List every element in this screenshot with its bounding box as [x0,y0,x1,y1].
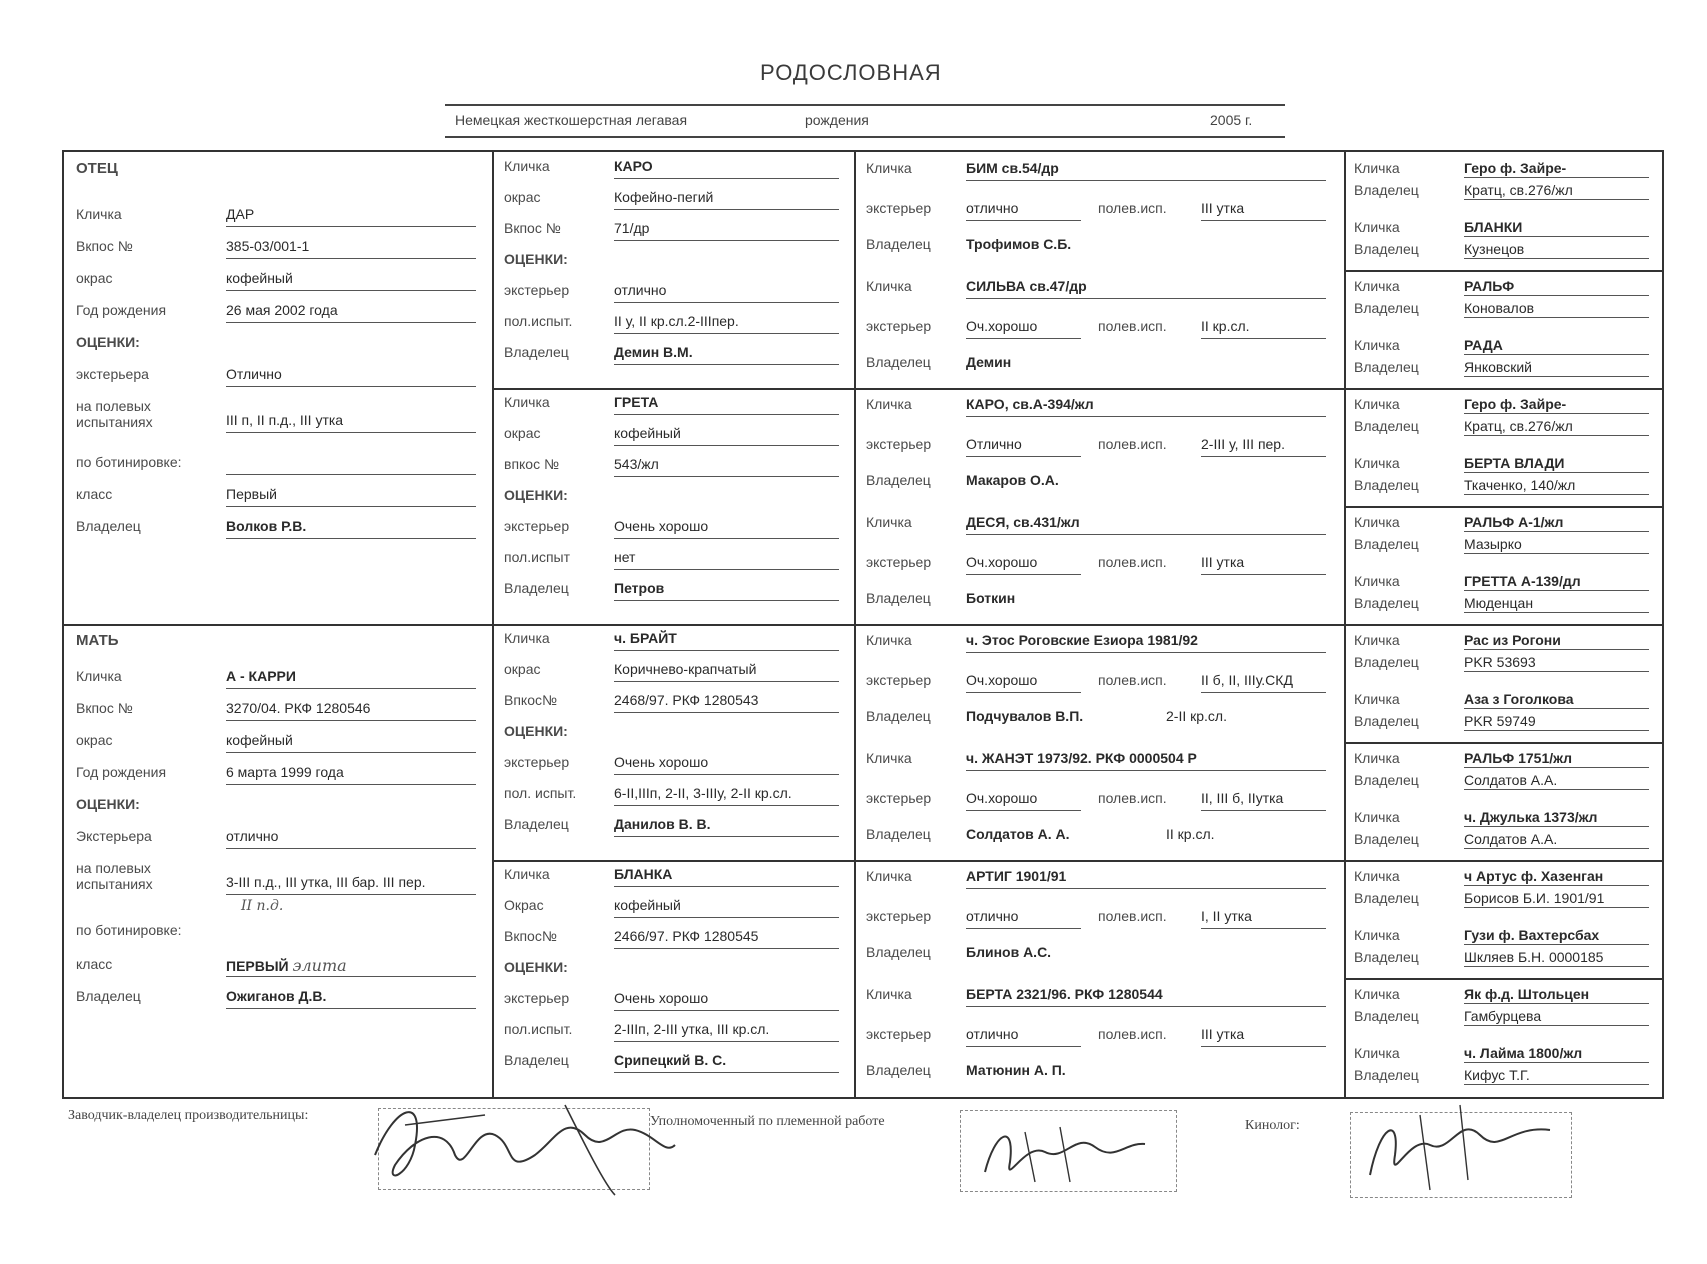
ggp-name: БЕРТА 2321/96. РКФ 1280544 [966,986,1326,1007]
label: полев.исп. [1098,436,1167,452]
father-color: кофейный [226,270,476,291]
ancestor-name: Рас из Рогони [1464,632,1649,650]
label: Владелец [866,354,931,370]
label: впкос № [504,456,559,472]
ancestor-name: РАЛЬФ 1751/жл [1464,750,1649,768]
ancestor-name: РАЛЬФ [1464,278,1649,296]
ancestor-owner: Гамбурцева [1464,1008,1649,1026]
label: Кличка [866,514,912,530]
label: по ботинировке: [76,922,182,938]
ggp-name: СИЛЬВА св.47/др [966,278,1326,299]
label: Кличка [1354,809,1400,825]
ggp-exterior: Оч.хорошо [966,790,1081,811]
label: пол.испыт. [504,1021,573,1037]
grandparent-cell [504,152,844,388]
ggp-owner: Макаров О.А. [966,472,1059,488]
label: Кличка [1354,691,1400,707]
ancestor-name: ч Артус ф. Хазенган [1464,868,1649,886]
mother-class-handwritten: элита [292,956,347,975]
ancestor-name: Як ф.д. Штольцен [1464,986,1649,1004]
ggp-owner: Трофимов С.Б. [966,236,1072,252]
label: на полевых испытаниях [76,398,153,430]
ancestor-cell [1354,565,1654,624]
ancestor-owner: Ткаченко, 140/жл [1464,477,1649,495]
ggp-exterior: отлично [966,200,1081,221]
ggp-owner-extra: II кр.сл. [1166,826,1215,842]
label: экстерьер [504,518,570,534]
label: Вкпос № [504,220,561,236]
father-vkpos: 385-03/001-1 [226,238,476,259]
mother-cell [76,624,480,1097]
ggp-field: III утка [1201,1026,1326,1047]
label: Кличка [76,668,122,684]
ggp-name: ДЕСЯ, св.431/жл [966,514,1326,535]
label: Владелец [866,1062,931,1078]
ancestor-name: РАДА [1464,337,1649,355]
label: окрас [76,270,113,286]
grandparent-pol: нет [614,549,839,570]
ancestor-name: БЛАНКИ [1464,219,1649,237]
label: Владелец [504,816,569,832]
ancestor-owner: Коновалов [1464,300,1649,318]
grandparent-color: Коричнево-крапчатый [614,661,839,682]
label: ОЦЕНКИ: [504,487,568,503]
label: полев.исп. [1098,908,1167,924]
label: полев.исп. [1098,200,1167,216]
label: Владелец [504,580,569,596]
label: полев.исп. [1098,1026,1167,1042]
grandparent-vk: 71/др [614,220,839,241]
grandparent-color: кофейный [614,897,839,918]
birth-year: 2005 г. [1210,112,1253,128]
label: экстерьер [866,908,932,924]
ggp-owner: Матюнин А. П. [966,1062,1066,1078]
ggp-field: II кр.сл. [1201,318,1326,339]
ancestor-owner: PKR 53693 [1464,654,1649,672]
ggp-exterior: Отлично [966,436,1081,457]
label: Владелец [866,472,931,488]
grandparent-pol: II у, II кр.сл.2-IIIпер. [614,313,839,334]
label: окрас [504,425,541,441]
label: Владелец [866,708,931,724]
ancestor-name: Геро ф. Зайре- [1464,160,1649,178]
label: на полевых испытаниях [76,860,153,892]
label: Кличка [866,750,912,766]
label: Кличка [504,866,550,882]
ggp-field: II б, II, IIIу.СКД [1201,672,1326,693]
label: Кличка [1354,573,1400,589]
ggp-owner-extra: 2-II кр.сл. [1166,708,1227,724]
ancestor-cell [1354,152,1654,211]
document-title: РОДОСЛОВНАЯ [760,60,942,85]
label: Кличка [1354,337,1400,353]
great-grandparent-cell [866,388,1336,506]
ggp-exterior: Оч.хорошо [966,318,1081,339]
ancestor-cell [1354,270,1654,329]
label: Владелец [504,1052,569,1068]
father-field: III п, II п.д., III утка [226,412,476,433]
grandparent-cell [504,388,844,624]
ggp-field: II, III б, IIутка [1201,790,1326,811]
label: Владелец [1354,359,1419,375]
mother-name: А - КАРРИ [226,668,476,689]
grandparent-owner: Демин В.М. [614,344,839,365]
great-grandparent-cell [866,152,1336,270]
label: Кличка [866,868,912,884]
father-class: Первый [226,486,476,507]
father-cell [76,152,480,624]
breeder-label: Заводчик-владелец производительницы: [68,1108,309,1123]
ggp-exterior: отлично [966,1026,1081,1047]
label: Владелец [1354,713,1419,729]
grandparent-name: ч. БРАЙТ [614,630,839,651]
ggp-exterior: отлично [966,908,1081,929]
ancestor-owner: Кратц, св.276/жл [1464,418,1649,436]
ancestor-owner: Шкляев Б.Н. 0000185 [1464,949,1649,967]
label: Владелец [1354,949,1419,965]
label: ОЦЕНКИ: [504,959,568,975]
ancestor-cell [1354,624,1654,683]
label: Кличка [1354,868,1400,884]
ggp-field: III утка [1201,554,1326,575]
label: класс [76,956,113,972]
label: экстерьер [866,672,932,688]
ancestor-name: ГРЕТТА А-139/дл [1464,573,1649,591]
ancestor-owner: Янковский [1464,359,1649,377]
label: Кличка [1354,927,1400,943]
label: Вкпос№ [504,928,557,944]
ancestor-name: РАЛЬФ А-1/жл [1464,514,1649,532]
label: Владелец [1354,772,1419,788]
label: Владелец [1354,890,1419,906]
mother-owner: Ожиганов Д.В. [226,988,476,1009]
grandparent-name: ГРЕТА [614,394,839,415]
label: экстерьера [76,366,149,382]
ancestor-owner: Солдатов А.А. [1464,772,1649,790]
label: Кличка [1354,455,1400,471]
label: Кличка [1354,396,1400,412]
label: Кличка [504,630,550,646]
ancestor-cell [1354,388,1654,447]
label: пол.испыт [504,549,570,565]
label: Кличка [866,632,912,648]
father-birth: 26 мая 2002 года [226,302,476,323]
authorized-label: Уполномоченный по племенной работе [650,1114,885,1129]
label: Владелец [1354,300,1419,316]
label: ОЦЕНКИ: [504,251,568,267]
label: Кличка [866,278,912,294]
ancestor-cell [1354,919,1654,978]
kinolog-signature [1350,1095,1570,1205]
great-grandparent-cell [866,978,1336,1096]
ggp-name: БИМ св.54/др [966,160,1326,181]
label: экстерьер [504,990,570,1006]
grandparent-owner: Срипецкий В. С. [614,1052,839,1073]
mother-birth: 6 марта 1999 года [226,764,476,785]
label: экстерьер [866,790,932,806]
grandparent-owner: Петров [614,580,839,601]
great-grandparent-cell [866,860,1336,978]
label: полев.исп. [1098,318,1167,334]
label: Владелец [1354,182,1419,198]
mother-class [226,956,476,977]
label: экстерьер [866,436,932,452]
label: экстерьер [866,318,932,334]
label: Владелец [1354,595,1419,611]
ggp-name: КАРО, св.А-394/жл [966,396,1326,417]
ggp-field: 2-III у, III пер. [1201,436,1326,457]
ancestor-owner: Кратц, св.276/жл [1464,182,1649,200]
label: Кличка [1354,986,1400,1002]
label: Владелец [866,826,931,842]
grandparent-ext: Очень хорошо [614,518,839,539]
mother-field-handwritten: II п.д. [241,898,284,914]
ancestor-owner: PKR 59749 [1464,713,1649,731]
ancestor-cell [1354,329,1654,388]
label: полев.исп. [1098,790,1167,806]
mother-class-value: ПЕРВЫЙ [226,958,289,974]
ggp-owner: Блинов А.С. [966,944,1052,960]
label: Владелец [866,236,931,252]
label: ОЦЕНКИ: [504,723,568,739]
grandparent-vk: 2466/97. РКФ 1280545 [614,928,839,949]
ancestor-name: БЕРТА ВЛАДИ [1464,455,1649,473]
label: Владелец [1354,1008,1419,1024]
label: Кличка [504,158,550,174]
ancestor-name: ч. Джулька 1373/жл [1464,809,1649,827]
breed-name: Немецкая жесткошерстная легавая [455,112,688,128]
label: Владелец [1354,831,1419,847]
ancestor-owner: Мюденцан [1464,595,1649,613]
label: окрас [504,661,541,677]
great-grandparent-cell [866,742,1336,860]
father-name: ДАР [226,206,476,227]
label: экстерьер [504,282,570,298]
label: полев.исп. [1098,554,1167,570]
label: экстерьер [866,1026,932,1042]
label: Владелец [76,988,141,1004]
birth-label: рождения [805,112,869,128]
ancestor-name: Аза з Гоголкова [1464,691,1649,709]
ancestor-cell [1354,683,1654,742]
pedigree-table [62,150,1664,1099]
ggp-name: ч. ЖАНЭТ 1973/92. РКФ 0000504 Р [966,750,1326,771]
grandparent-cell [504,624,844,860]
kinolog-label: Кинолог: [1245,1118,1300,1133]
label: Кличка [1354,632,1400,648]
label: окрас [504,189,541,205]
label: Вкпос № [76,700,133,716]
ancestor-cell [1354,447,1654,506]
mother-ocenki: ОЦЕНКИ: [76,796,140,812]
ggp-field: III утка [1201,200,1326,221]
label: Кличка [866,986,912,1002]
label: класс [76,486,113,502]
label: Окрас [504,897,544,913]
label: экстерьер [866,554,932,570]
label: окрас [76,732,113,748]
ancestor-cell [1354,801,1654,860]
label: Кличка [1354,1045,1400,1061]
ancestor-name: Геро ф. Зайре- [1464,396,1649,414]
great-grandparent-cell [866,506,1336,624]
label: по ботинировке: [76,454,182,470]
mother-exterior: отлично [226,828,476,849]
ancestor-owner: Борисов Б.И. 1901/91 [1464,890,1649,908]
label: Владелец [866,944,931,960]
label: Вкпос № [76,238,133,254]
mother-field: 3-III п.д., III утка, III бар. III пер. [226,874,476,895]
label: Кличка [1354,514,1400,530]
grandparent-owner: Данилов В. В. [614,816,839,837]
label: пол. испыт. [504,785,577,801]
label: Кличка [1354,219,1400,235]
grandparent-color: кофейный [614,425,839,446]
ancestor-name: Гузи ф. Вахтерсбах [1464,927,1649,945]
ancestor-cell [1354,860,1654,919]
label: Владелец [1354,477,1419,493]
ggp-name: АРТИГ 1901/91 [966,868,1326,889]
label: Год рождения [76,764,167,780]
label: Владелец [866,590,931,606]
ancestor-owner: Мазырко [1464,536,1649,554]
grandparent-vk: 543/жл [614,456,839,477]
mother-vkpos: 3270/04. РКФ 1280546 [226,700,476,721]
grandparent-pol: 6-II,IIIп, 2-II, 3-IIIу, 2-II кр.сл. [614,785,839,806]
label: Владелец [1354,654,1419,670]
label: пол.испыт. [504,313,573,329]
label: экстерьер [504,754,570,770]
ggp-field: I, II утка [1201,908,1326,929]
grandparent-pol: 2-IIIп, 2-III утка, III кр.сл. [614,1021,839,1042]
ggp-owner: Подчувалов В.П. [966,708,1084,724]
ancestor-cell [1354,742,1654,801]
label: Экстерьера [76,828,152,844]
ancestor-owner: Кузнецов [1464,241,1649,259]
father-header: ОТЕЦ [76,160,118,177]
ggp-owner: Боткин [966,590,1016,606]
label: Кличка [504,394,550,410]
label: Впкос№ [504,692,558,708]
ancestor-cell [1354,211,1654,270]
ancestor-name: ч. Лайма 1800/жл [1464,1045,1649,1063]
ancestor-cell [1354,1037,1654,1096]
ancestor-cell [1354,506,1654,565]
grandparent-name: БЛАНКА [614,866,839,887]
label: Кличка [1354,160,1400,176]
grandparent-cell [504,860,844,1096]
ancestor-owner: Солдатов А.А. [1464,831,1649,849]
label: Владелец [76,518,141,534]
breed-line [445,104,1285,138]
label: Кличка [1354,750,1400,766]
father-exterior: Отлично [226,366,476,387]
ggp-exterior: Оч.хорошо [966,554,1081,575]
ggp-name: ч. Этос Роговские Езиора 1981/92 [966,632,1326,653]
mother-color: кофейный [226,732,476,753]
label: экстерьер [866,200,932,216]
grandparent-ext: Очень хорошо [614,990,839,1011]
label: Кличка [866,160,912,176]
label: Кличка [76,206,122,222]
grandparent-name: КАРО [614,158,839,179]
father-botin [226,454,476,475]
great-grandparent-cell [866,624,1336,742]
ggp-owner: Солдатов А. А. [966,826,1070,842]
authorized-signature [965,1112,1165,1192]
label: Владелец [1354,418,1419,434]
label: полев.исп. [1098,672,1167,688]
label: Владелец [1354,536,1419,552]
label: Владелец [504,344,569,360]
ggp-owner: Демин [966,354,1012,370]
mother-header: МАТЬ [76,632,119,649]
grandparent-color: Кофейно-пегий [614,189,839,210]
father-owner: Волков Р.В. [226,518,476,539]
grandparent-ext: Очень хорошо [614,754,839,775]
label: Кличка [1354,278,1400,294]
ggp-exterior: Оч.хорошо [966,672,1081,693]
ancestor-owner: Кифус Т.Г. [1464,1067,1649,1085]
ancestor-cell [1354,978,1654,1037]
great-grandparent-cell [866,270,1336,388]
label: Год рождения [76,302,167,318]
grandparent-ext: отлично [614,282,839,303]
label: Владелец [1354,241,1419,257]
breeder-signature [365,1085,685,1205]
father-ocenki: ОЦЕНКИ: [76,334,140,350]
label: Владелец [1354,1067,1419,1083]
grandparent-vk: 2468/97. РКФ 1280543 [614,692,839,713]
label: Кличка [866,396,912,412]
